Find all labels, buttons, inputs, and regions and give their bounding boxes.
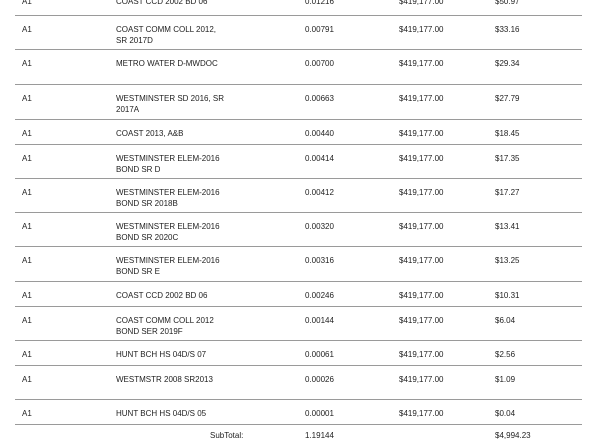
table-row (15, 120, 582, 145)
tax-code-cell: A1 (22, 256, 32, 265)
assessed-value-cell: $419,177.00 (399, 25, 444, 34)
amount-cell: $29.34 (495, 59, 520, 68)
table-row (15, 247, 582, 282)
description-cell: WESTMINSTER SD 2016, SR 2017A (116, 94, 225, 114)
tax-code-cell: A1 (22, 291, 32, 300)
amount-cell: $6.04 (495, 316, 516, 325)
description-cell: WESTMINSTER ELEM-2016 BOND SR D (116, 154, 220, 174)
tax-code-cell: A1 (22, 25, 32, 34)
assessed-value-cell: $419,177.00 (399, 316, 444, 325)
amount-cell: $2.56 (495, 350, 516, 359)
amount-cell: $17.27 (495, 188, 520, 197)
amount-cell: $13.25 (495, 256, 520, 265)
description-cell: METRO WATER D-MWDOC (116, 59, 218, 68)
amount-cell: $10.31 (495, 291, 520, 300)
assessed-value-cell: $419,177.00 (399, 291, 444, 300)
table-row (15, 366, 582, 400)
tax-code-cell: A1 (22, 350, 32, 359)
description-cell: COAST CCD 2002 BD 06 (116, 0, 208, 6)
rate-cell: 0.00316 (305, 256, 334, 265)
assessed-value-cell: $419,177.00 (399, 188, 444, 197)
tax-code-cell: A1 (22, 94, 32, 103)
assessed-value-cell: $419,177.00 (399, 256, 444, 265)
description-cell: COAST 2013, A&B (116, 129, 184, 138)
description-cell: COAST COMM COLL 2012 BOND SER 2019F (116, 316, 214, 336)
table-row (15, 0, 582, 16)
table-row (15, 179, 582, 213)
table-row (15, 145, 582, 179)
tax-code-cell: A1 (22, 316, 32, 325)
subtotal-label: SubTotal: (210, 431, 244, 440)
tax-code-cell: A1 (22, 0, 32, 6)
assessed-value-cell: $419,177.00 (399, 222, 444, 231)
subtotal-row (15, 429, 582, 443)
tax-code-cell: A1 (22, 59, 32, 68)
tax-code-cell: A1 (22, 154, 32, 163)
description-cell: WESTMINSTER ELEM-2016 BOND SR 2018B (116, 188, 220, 208)
tax-code-cell: A1 (22, 222, 32, 231)
description-cell: WESTMSTR 2008 SR2013 (116, 375, 213, 384)
rate-cell: 0.01216 (305, 0, 334, 6)
table-row (15, 307, 582, 341)
assessed-value-cell: $419,177.00 (399, 154, 444, 163)
rate-cell: 0.00440 (305, 129, 334, 138)
rate-cell: 0.00246 (305, 291, 334, 300)
description-cell: COAST COMM COLL 2012, SR 2017D (116, 25, 217, 45)
rate-cell: 0.00663 (305, 94, 334, 103)
assessed-value-cell: $419,177.00 (399, 375, 444, 384)
rate-cell: 0.00026 (305, 375, 334, 384)
rate-cell: 0.00791 (305, 25, 334, 34)
rate-cell: 0.00700 (305, 59, 334, 68)
table-row (15, 282, 582, 307)
rate-cell: 0.00144 (305, 316, 334, 325)
amount-cell: $0.04 (495, 409, 516, 418)
assessed-value-cell: $419,177.00 (399, 59, 444, 68)
rate-cell: 0.00412 (305, 188, 334, 197)
assessed-value-cell: $419,177.00 (399, 129, 444, 138)
amount-cell: $17.35 (495, 154, 520, 163)
tax-code-cell: A1 (22, 375, 32, 384)
table-row (15, 341, 582, 366)
assessed-value-cell: $419,177.00 (399, 350, 444, 359)
description-cell: COAST CCD 2002 BD 06 (116, 291, 208, 300)
description-cell: WESTMINSTER ELEM-2016 BOND SR 2020C (116, 222, 220, 242)
table-row (15, 50, 582, 85)
description-cell: WESTMINSTER ELEM-2016 BOND SR E (116, 256, 220, 276)
subtotal-rate: 1.19144 (305, 431, 334, 440)
assessed-value-cell: $419,177.00 (399, 409, 444, 418)
tax-code-cell: A1 (22, 188, 32, 197)
table-row (15, 85, 582, 120)
amount-cell: $33.16 (495, 25, 520, 34)
table-row (15, 16, 582, 50)
description-cell: HUNT BCH HS 04D/S 07 (116, 350, 207, 359)
amount-cell: $13.41 (495, 222, 520, 231)
description-cell: HUNT BCH HS 04D/S 05 (116, 409, 207, 418)
amount-cell: $18.45 (495, 129, 520, 138)
tax-code-cell: A1 (22, 409, 32, 418)
tax-code-cell: A1 (22, 129, 32, 138)
assessed-value-cell: $419,177.00 (399, 94, 444, 103)
rate-cell: 0.00414 (305, 154, 334, 163)
rate-cell: 0.00320 (305, 222, 334, 231)
rate-cell: 0.00001 (305, 409, 334, 418)
rate-cell: 0.00061 (305, 350, 334, 359)
subtotal-amount: $4,994.23 (495, 431, 531, 440)
amount-cell: $1.09 (495, 375, 516, 384)
amount-cell: $27.79 (495, 94, 520, 103)
amount-cell: $50.97 (495, 0, 520, 6)
table-row (15, 213, 582, 247)
table-row (15, 400, 582, 425)
assessed-value-cell: $419,177.00 (399, 0, 444, 6)
